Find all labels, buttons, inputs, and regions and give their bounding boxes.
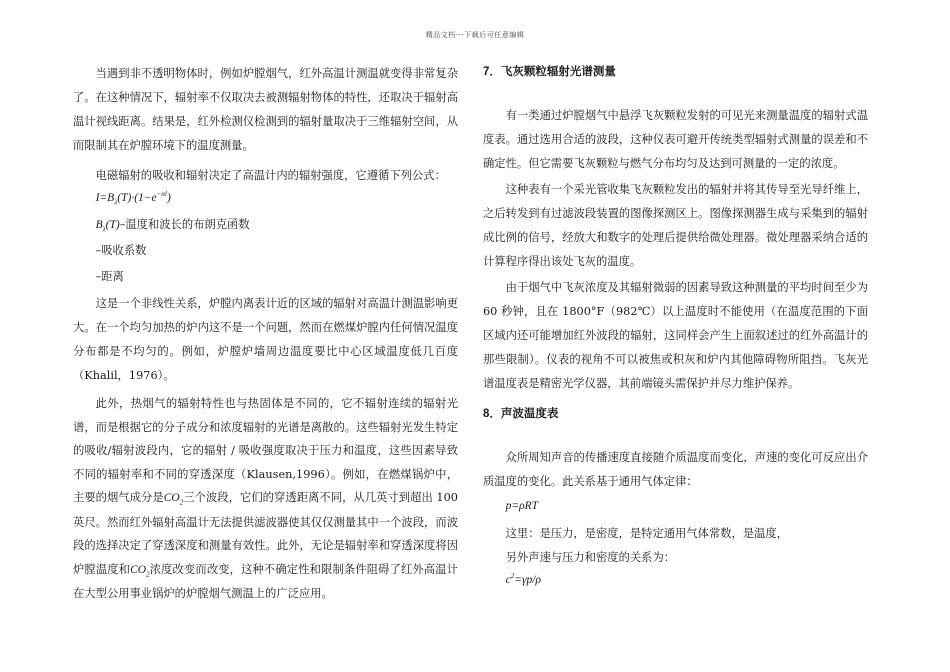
paragraph-fly-ash-limits: 由于烟气中飞灰浓度及其辐射微弱的因素导致这种测量的平均时间至少为60 秒钟，且在 1800°F（982℃）以上温度时不能使用（在温度范围的下面区域内还可能增加红外波段的辐射，这同样会产生上面叙述过的红外高温计的那些限制）。仪表的视角不可以被焦或积灰和炉内其他障碍物所阻挡。飞灰光谱温度表是精密光学仪器，其前端镜头需保护并尽力维护保养。 xyxy=(483,281,868,390)
co2-sub-2: 2 xyxy=(146,569,150,578)
paragraph-hot-gas xyxy=(73,392,458,606)
formula-intensity-end: ) xyxy=(166,192,171,204)
definition-distance: –距离 xyxy=(95,270,124,283)
definition-planck-symbol: B xyxy=(95,219,103,231)
formula-gas-law: p=ρRT xyxy=(505,500,539,512)
left-column xyxy=(73,58,458,606)
paragraph-sound-speed: 众所周知声音的传播速度直接随介质温度而变化，声速的变化可反应出介质温度的变化。此关系基于通用气体定律： xyxy=(483,451,868,488)
paragraph-hot-gas-a: 此外，热烟气的辐射特性也与热固体是不同的，它不辐射连续的辐射光谱，而是根据它的分子成分和浓度辐射的光谱是离散的。这些辐射光发生特定的吸收/辐射波段内，它的辐射 / 吸收强度取决于压力和温度，这些因素导致不同的辐射率和不同的穿透深度（Klausen,1996）。例如，在燃煤锅炉中，主要的烟气成分是 xyxy=(73,397,458,504)
definition-planck xyxy=(73,212,458,238)
formula-intensity-lhs: I=B xyxy=(95,192,115,204)
formula-sound-speed xyxy=(483,570,868,590)
definition-planck-arg: (T) xyxy=(105,219,120,231)
formula-intensity-mid: (T)·(1−e xyxy=(117,192,157,204)
definition-absorption: –吸收系数 xyxy=(95,244,147,257)
heading-acoustic: 8．声波温度表 xyxy=(483,408,559,420)
paragraph-opaque-objects: 当遇到非不透明物体时，例如炉膛烟气，红外高温计测温就变得非常复杂了。在这种情况下，辐射率不仅取决去被测辐射物体的特性，还取决于辐射高温计视线距离。结果是，红外检测仪检测到的辐射量取决于三维辐射空间，从而限制其在炉膛环境下的温度测量。 xyxy=(73,67,458,152)
formula-sound-rest: =γp/ρ xyxy=(514,574,541,586)
definition-planck-text: –温度和波长的布朗克函数 xyxy=(119,218,250,231)
paragraph-hot-gas-c: 浓度改变而改变，这种不确定性和限制条件阻碍了红外高温计在大型公用事业锅炉的炉膛烟气测温上的广泛应用。 xyxy=(73,562,458,600)
formula-intensity xyxy=(73,188,458,208)
co2-formula-2 xyxy=(130,564,149,576)
co2-sub: 2 xyxy=(179,498,184,507)
formula-sound-base: c xyxy=(505,574,511,586)
paragraph-sound-relation: 另外声速与压力和密度的关系为： xyxy=(505,551,676,564)
definition-planck-sub: λ xyxy=(102,225,106,234)
paragraph-radiation-intensity: 电磁辐射的吸收和辐射决定了高温计内的辐射强度，它遵循下列公式： xyxy=(95,169,446,182)
page-header: 精品文档---下载后可任意编辑 xyxy=(425,31,525,39)
paragraph-gas-law-terms: 这里：是压力，是密度，是特定通用气体常数，是温度， xyxy=(505,527,789,540)
formula-intensity-sub: λ xyxy=(114,198,118,207)
formula-intensity-sup: −αl xyxy=(156,190,167,199)
paragraph-fly-ash-intro: 有一类通过炉膛烟气中悬浮飞灰颗粒发射的可见光来测量温度的辐射式温度表。通过选用合适的波段，这种仪表可避开传统类型辐射式测量的误差和不确定性。但它需要飞灰颗粒与燃气分布均匀及达到可测量的一定的浓度。 xyxy=(483,109,868,170)
paragraph-fly-ash-optics: 这种表有一个采光管收集飞灰颗粒发出的辐射并将其传导至光导纤维上，之后转发到有过滤波段装置的图像探测区上。图像探测器生成与采集到的辐射成比例的信号，经放大和数字的处理后提供给微处理器。微处理器采纳合适的计算程序得出该处飞灰的温度。 xyxy=(483,183,868,268)
paragraph-nonlinear: 这是一个非线性关系，炉膛内离表计近的区域的辐射对高温计测温影响更大。在一个均匀加热的炉内这不是一个问题，然而在燃煤炉膛内任何情况温度分布都是不均匀的。例如，炉膛炉墙周边温度要比中心区域温度低几百度（Khalil，1976）。 xyxy=(73,297,458,382)
right-column xyxy=(483,58,868,590)
heading-fly-ash: 7．飞灰颗粒辐射光谱测量 xyxy=(483,66,616,78)
co2-formula xyxy=(163,492,184,507)
paragraph-hot-gas-b: 三个波段，它们的穿透距离不同，从几英寸到超出 100 英尺。然而红外辐射高温计无法提供滤波器使其仅仅测量其中一个波段，而波段的选择决定了穿透深度和测量有效性。此外，无论是辐射率和穿透深度将因炉膛温度和 xyxy=(73,491,458,576)
formula-sound-sup: 2 xyxy=(510,572,515,581)
co2-base-2: CO xyxy=(130,563,147,576)
co2-base: CO xyxy=(163,492,180,504)
